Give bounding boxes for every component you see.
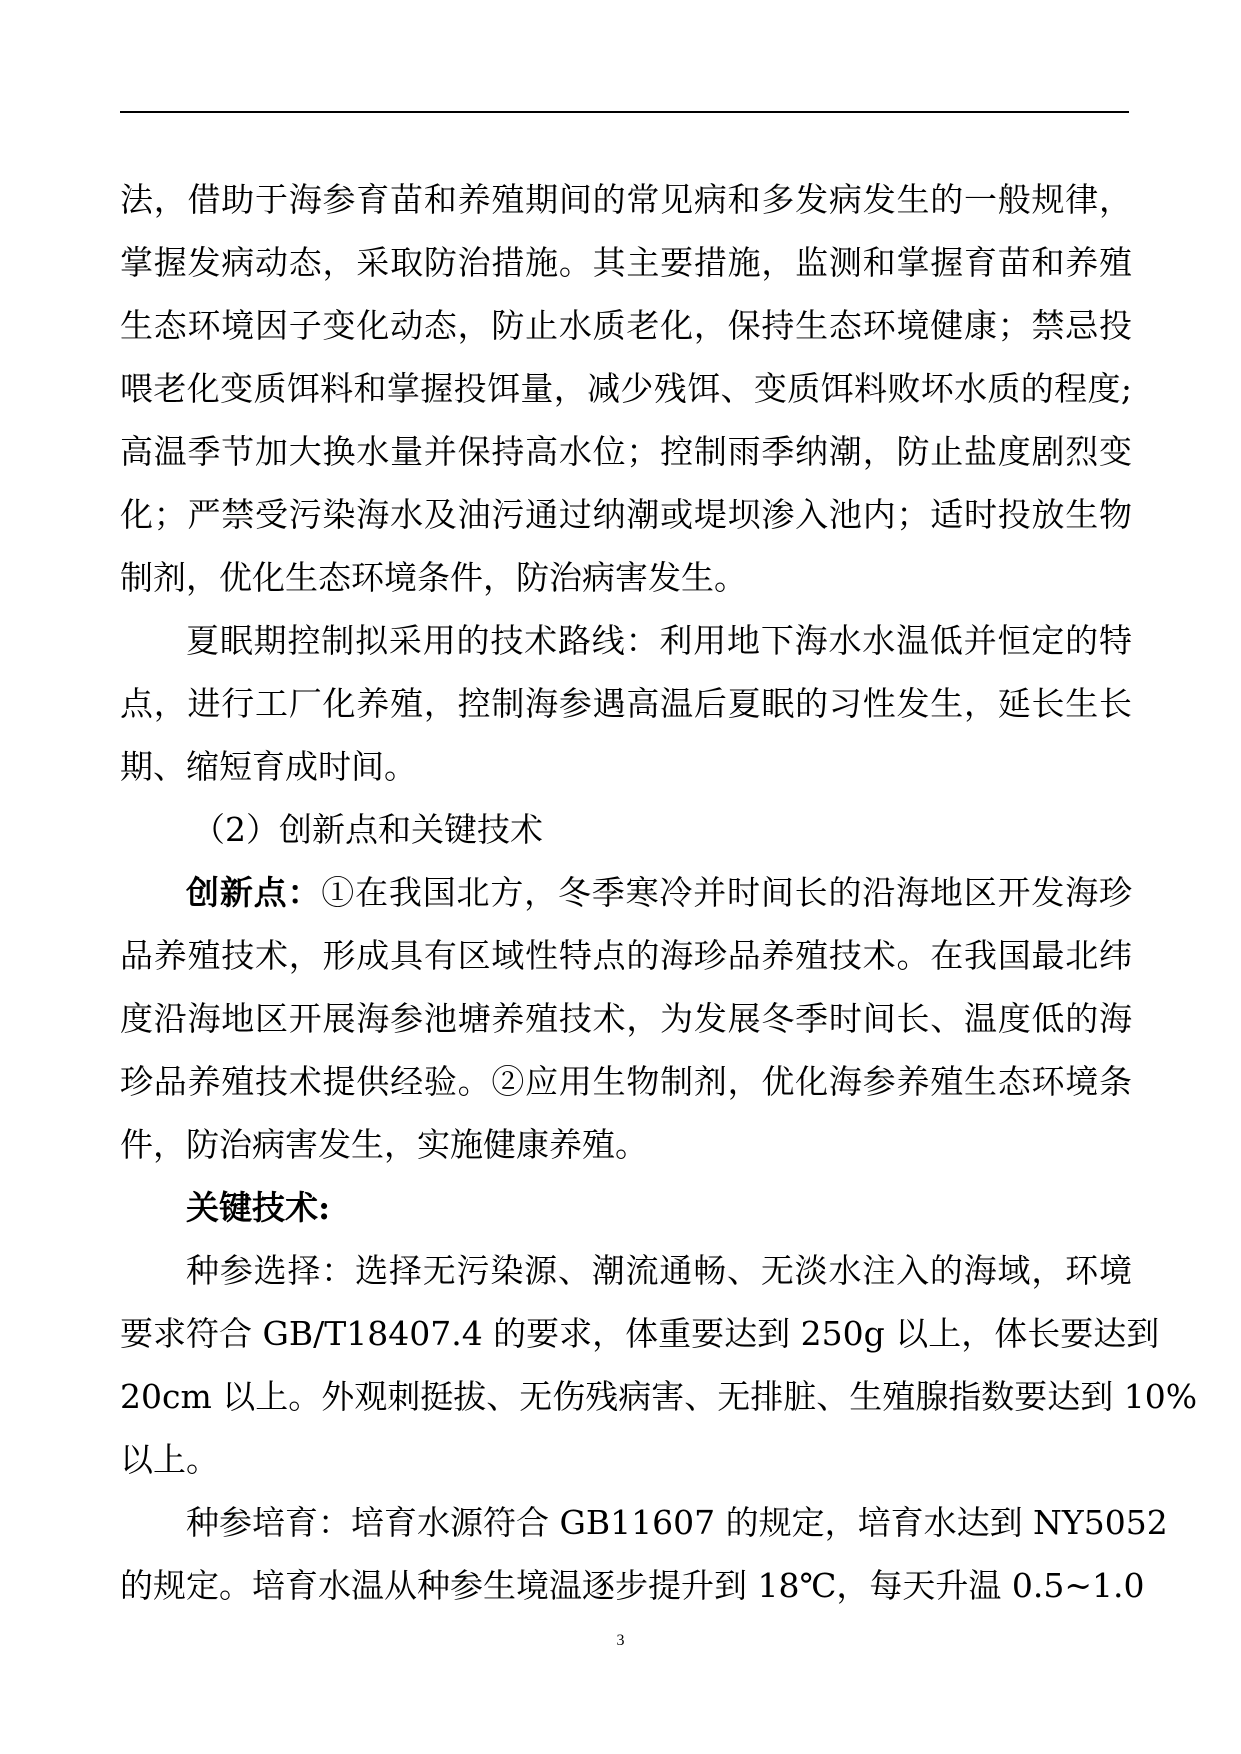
paragraph-first-line: 种参选择：选择无污染源、潮流通畅、无淡水注入的海域，环境 [186,1251,1132,1290]
body-line: 高温季节加大换水量并保持高水位；控制雨季纳潮，防止盐度剧烈变 [120,432,1132,471]
body-line: 化；严禁受污染海水及油污通过纳潮或堤坝渗入池内；适时投放生物 [120,495,1132,534]
innovation-line [120,861,1132,924]
innovation-text: ①在我国北方，冬季寒冷并时间长的沿海地区开发海珍 [321,873,1133,912]
page-number: 3 [616,1632,625,1649]
body-line: 生态环境因子变化动态，防止水质老化，保持生态环境健康；禁忌投 [120,306,1132,345]
document-body [120,168,1198,1617]
body-line: 点，进行工厂化养殖，控制海参遇高温后夏眠的习性发生，延长生长 [120,684,1132,723]
key-tech-heading: 关键技术: [186,1188,331,1227]
body-line: 法，借助于海参育苗和养殖期间的常见病和多发病发生的一般规律， [120,180,1132,219]
body-line: 要求符合 GB/T18407.4 的要求，体重要达到 250g 以上，体长要达到 [120,1314,1160,1353]
section-heading: （2）创新点和关键技术 [192,810,543,849]
body-line: 品养殖技术，形成具有区域性特点的海珍品养殖技术。在我国最北纬 [120,936,1132,975]
body-line: 掌握发病动态，采取防治措施。其主要措施，监测和掌握育苗和养殖 [120,243,1132,282]
body-line: 20cm 以上。外观刺挺拔、无伤残病害、无排脏、生殖腺指数要达到 10% [120,1377,1198,1416]
body-line: 的规定。培育水温从种参生境温逐步提升到 18℃，每天升温 0.5~1.0 [120,1566,1145,1605]
body-line: 珍品养殖技术提供经验。②应用生物制剂，优化海参养殖生态环境条 [120,1062,1132,1101]
body-line: 以上。 [120,1440,219,1479]
body-line: 喂老化变质饵料和掌握投饵量，减少残饵、变质饵料败坏水质的程度; [120,369,1132,408]
header-rule [120,111,1129,113]
paragraph-first-line: 夏眠期控制拟采用的技术路线：利用地下海水水温低并恒定的特 [186,621,1132,660]
body-line: 度沿海地区开展海参池塘养殖技术，为发展冬季时间长、温度低的海 [120,999,1132,1038]
body-line: 期、缩短育成时间。 [120,747,417,786]
innovation-label: 创新点： [186,873,322,912]
paragraph-first-line: 种参培育：培育水源符合 GB11607 的规定，培育水达到 NY5052 [186,1503,1168,1542]
body-line: 件，防治病害发生，实施健康养殖。 [120,1125,648,1164]
body-line: 制剂，优化生态环境条件，防治病害发生。 [120,558,747,597]
